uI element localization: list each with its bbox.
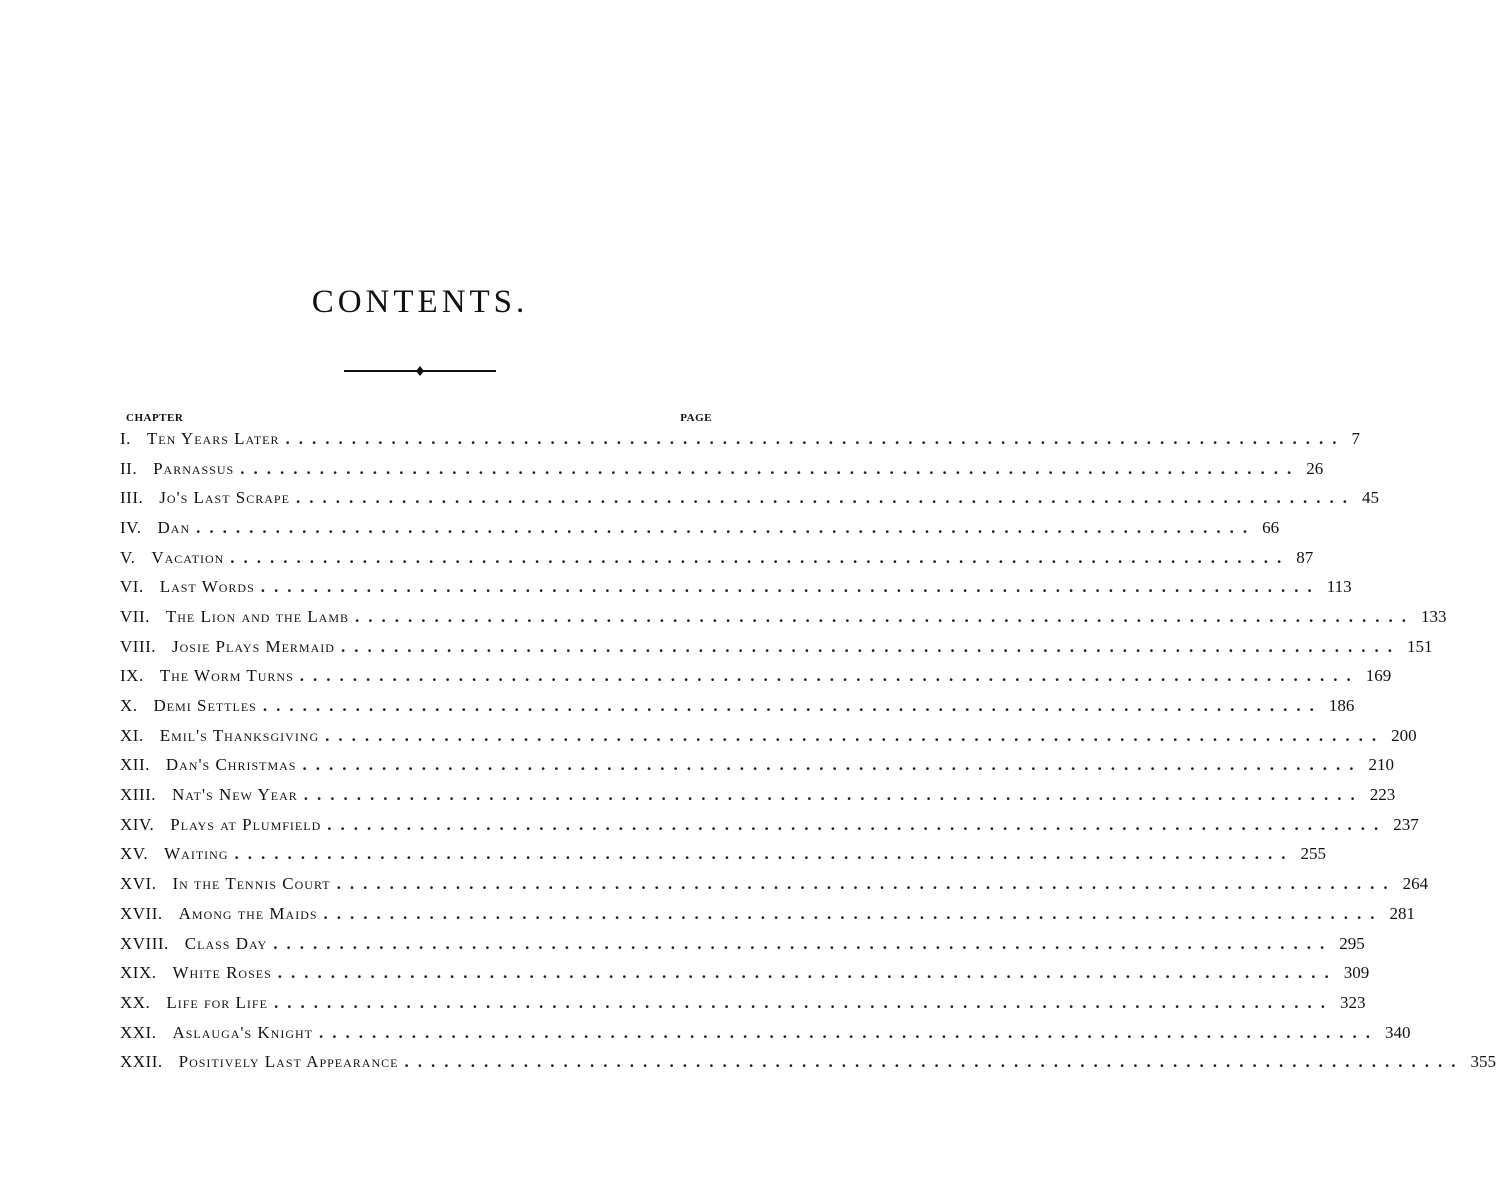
chapter-number: IX. <box>120 666 144 686</box>
page-number: 26 <box>1306 458 1324 478</box>
table-of-contents <box>120 424 1496 1077</box>
chapter-number: III. <box>120 488 144 508</box>
chapter-title: Among the Maids <box>179 904 324 924</box>
dot-leader: ................................................................................ <box>273 933 1334 953</box>
toc-entry <box>120 543 1314 573</box>
chapter-number: XXII. <box>120 1052 163 1072</box>
toc-entry <box>120 483 1379 513</box>
toc-entry <box>120 662 1392 692</box>
toc-entry <box>120 751 1394 781</box>
chapter-number: X. <box>120 696 138 716</box>
chapter-title: Vacation <box>151 548 230 568</box>
toc-entry <box>120 691 1355 721</box>
chapter-number: VI. <box>120 577 144 597</box>
page-number: 355 <box>1470 1052 1496 1072</box>
page-number: 186 <box>1328 696 1355 716</box>
chapter-title: Jo's Last Scrape <box>159 488 296 508</box>
toc-entry <box>120 899 1416 929</box>
chapter-number: V. <box>120 547 136 567</box>
dot-leader: ................................................................................ <box>260 577 1321 597</box>
page-number: 223 <box>1369 785 1396 805</box>
chapter-title: Class Day <box>185 934 273 954</box>
chapter-number: VII. <box>120 606 150 626</box>
toc-entry <box>120 958 1370 988</box>
toc-entry <box>120 840 1326 870</box>
page-number: 200 <box>1391 725 1417 745</box>
page-number: 113 <box>1326 577 1352 597</box>
dot-leader: ................................................................................ <box>336 874 1397 894</box>
page-number: 295 <box>1339 933 1365 953</box>
page-number: 281 <box>1389 903 1416 923</box>
chapter-number: XIII. <box>120 785 157 805</box>
chapter-number: XIV. <box>120 814 155 834</box>
chapter-number: XXI. <box>120 1022 157 1042</box>
toc-entry <box>120 1018 1411 1048</box>
page-number: 151 <box>1406 636 1433 656</box>
page-number: 210 <box>1368 755 1394 775</box>
dot-leader: ................................................................................ <box>234 844 1295 864</box>
page-number: 264 <box>1402 874 1429 894</box>
dot-leader: ................................................................................ <box>273 992 1334 1012</box>
chapter-title: Positively Last Appearance <box>179 1052 405 1072</box>
page-number: 7 <box>1351 428 1361 448</box>
dot-leader: ................................................................................ <box>240 458 1301 478</box>
chapter-number: XV. <box>120 844 149 864</box>
page-number: 255 <box>1300 844 1326 864</box>
dot-leader: ................................................................................ <box>355 606 1416 626</box>
chapter-number: XVIII. <box>120 933 169 953</box>
page-number: 340 <box>1385 1022 1411 1042</box>
dot-leader: ................................................................................ <box>277 963 1338 983</box>
dot-leader: ................................................................................ <box>327 814 1388 834</box>
dot-leader: ................................................................................ <box>285 428 1346 448</box>
toc-entry <box>120 869 1429 899</box>
chapter-title: Plays at Plumfield <box>170 815 327 835</box>
chapter-title: Dan <box>158 518 197 538</box>
dot-leader: ................................................................................ <box>340 636 1401 656</box>
chapter-number: XI. <box>120 725 144 745</box>
chapter-number: XX. <box>120 992 151 1012</box>
toc-entry <box>120 632 1433 662</box>
chapter-title: Last Words <box>160 577 261 597</box>
chapter-number: XII. <box>120 755 150 775</box>
chapter-title: Ten Years Later <box>147 429 286 449</box>
chapter-title: Demi Settles <box>154 696 263 716</box>
page-number: 237 <box>1393 814 1419 834</box>
dot-leader: ................................................................................ <box>230 547 1291 567</box>
toc-entry <box>120 1047 1496 1077</box>
ornament-divider-icon <box>344 365 496 377</box>
page-number: 133 <box>1421 606 1447 626</box>
page-number: 87 <box>1296 547 1314 567</box>
chapter-column-header: CHAPTER <box>126 412 184 424</box>
page-column-header: PAGE <box>680 412 712 424</box>
dot-leader: ................................................................................ <box>295 488 1356 508</box>
toc-entry <box>120 929 1365 959</box>
dot-leader: ................................................................................ <box>323 903 1384 923</box>
chapter-title: Josie Plays Mermaid <box>172 637 341 657</box>
chapter-title: Waiting <box>164 844 234 864</box>
chapter-number: XVI. <box>120 874 157 894</box>
dot-leader: ................................................................................ <box>325 725 1386 745</box>
chapter-number: I. <box>120 428 131 448</box>
toc-entry <box>120 572 1352 602</box>
chapter-number: XIX. <box>120 963 157 983</box>
chapter-title: Dan's Christmas <box>166 755 303 775</box>
dot-leader: ................................................................................ <box>302 755 1363 775</box>
dot-leader: ................................................................................ <box>262 696 1323 716</box>
page-number: 323 <box>1339 992 1366 1012</box>
chapter-title: In the Tennis Court <box>172 874 336 894</box>
chapter-title: White Roses <box>172 963 277 983</box>
chapter-number: VIII. <box>120 636 157 656</box>
chapter-number: XVII. <box>120 903 163 923</box>
chapter-title: Aslauga's Knight <box>172 1023 319 1043</box>
page-title: CONTENTS. <box>311 284 529 320</box>
chapter-title: Life for Life <box>166 993 274 1013</box>
toc-entry <box>120 780 1396 810</box>
dot-leader: ................................................................................ <box>303 785 1364 805</box>
toc-entry <box>120 454 1324 484</box>
page-number: 66 <box>1262 517 1280 537</box>
toc-entry <box>120 988 1366 1018</box>
toc-entry <box>120 721 1417 751</box>
chapter-title: The Lion and the Lamb <box>166 607 355 627</box>
dot-leader: ................................................................................ <box>196 517 1257 537</box>
chapter-title: Parnassus <box>153 459 240 479</box>
dot-leader: ................................................................................ <box>404 1052 1465 1072</box>
chapter-title: Emil's Thanksgiving <box>160 726 325 746</box>
toc-entry <box>120 602 1447 632</box>
toc-entry <box>120 424 1361 454</box>
page-number: 169 <box>1365 666 1392 686</box>
dot-leader: ................................................................................ <box>299 666 1360 686</box>
chapter-title: The Worm Turns <box>160 666 300 686</box>
dot-leader: ................................................................................ <box>319 1022 1380 1042</box>
chapter-number: IV. <box>120 517 142 537</box>
page-number: 309 <box>1343 963 1370 983</box>
chapter-number: II. <box>120 458 138 478</box>
page-number: 45 <box>1361 488 1379 508</box>
chapter-title: Nat's New Year <box>172 785 304 805</box>
toc-entry <box>120 810 1419 840</box>
toc-entry <box>120 513 1280 543</box>
